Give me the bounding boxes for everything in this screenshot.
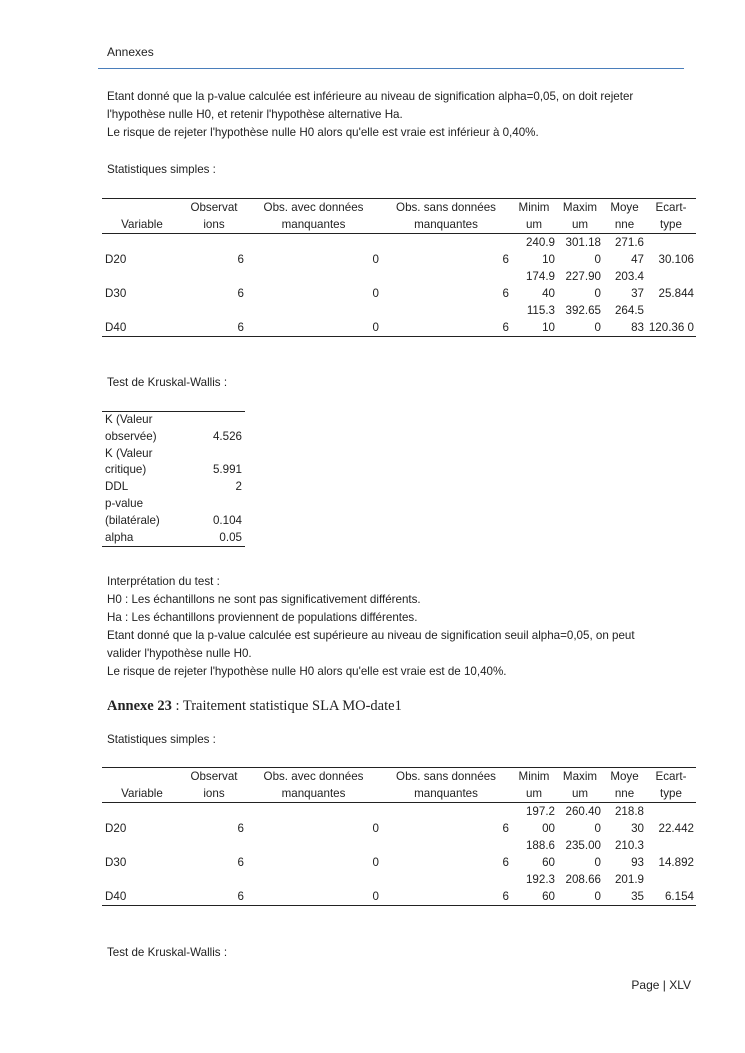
table-row bbox=[102, 446, 245, 480]
simple-stats-table bbox=[102, 198, 696, 337]
cell-variable: D30 bbox=[105, 856, 127, 869]
kw-label bbox=[102, 496, 193, 530]
kw-label: DDL bbox=[105, 480, 129, 494]
column-header: Ecart- type bbox=[655, 201, 687, 231]
cell-obs-without-missing: 6 bbox=[502, 321, 509, 334]
cell-min: 197.2 00 bbox=[525, 805, 555, 835]
kw-value: 0.104 bbox=[212, 513, 242, 527]
interpretation-heading: Interprétation du test : bbox=[107, 575, 220, 588]
table-header-row bbox=[102, 199, 696, 234]
text-line: Le risque de rejeter l'hypothèse nulle H0 alors qu'elle est vraie est inférieur à 0,40%. bbox=[107, 126, 539, 139]
cell-obs-missing: 0 bbox=[372, 287, 379, 300]
table-row bbox=[102, 234, 696, 269]
cell-obs: 6 bbox=[237, 890, 244, 903]
ha-statement: Ha : Les échantillons proviennent de populations différentes. bbox=[107, 611, 418, 624]
column-header: Maxim um bbox=[562, 770, 598, 800]
table-header-row bbox=[102, 768, 696, 803]
cell-mean: 218.8 30 bbox=[614, 805, 644, 835]
table-row bbox=[102, 530, 245, 547]
conclusion-paragraph bbox=[107, 88, 697, 142]
cell-mean: 264.5 83 bbox=[614, 304, 644, 334]
table-row bbox=[102, 837, 696, 871]
cell-sd: 14.892 bbox=[658, 856, 694, 869]
cell-obs-missing: 0 bbox=[372, 253, 379, 266]
cell-obs: 6 bbox=[237, 253, 244, 266]
column-header: Ecart- type bbox=[655, 770, 687, 800]
column-header: Obs. avec données manquantes bbox=[263, 770, 364, 800]
cell-min: 192.3 60 bbox=[525, 873, 555, 903]
annex-subtitle: : Traitement statistique SLA MO-date1 bbox=[171, 698, 402, 714]
kw-label-line: p-value bbox=[105, 496, 144, 510]
text-line: Etant donné que la p-value calculée est supérieure au niveau de signification seuil alpha=0,05, on peut bbox=[107, 629, 635, 642]
cell-max: 235.00 0 bbox=[565, 839, 601, 869]
cell-sd: 25.844 bbox=[658, 287, 694, 300]
column-header: Obs. sans données manquantes bbox=[396, 770, 496, 800]
risk-statement: Le risque de rejeter l'hypothèse nulle H0 alors qu'elle est vraie est de 10,40%. bbox=[107, 665, 507, 678]
kw-label: alpha bbox=[105, 530, 134, 544]
stats-heading: Statistiques simples : bbox=[107, 163, 216, 176]
column-header: Observat ions bbox=[190, 201, 238, 231]
text-line: valider l'hypothèse nulle H0. bbox=[107, 647, 252, 660]
kw-value: 0.05 bbox=[219, 530, 242, 544]
annex-title bbox=[107, 698, 402, 715]
column-header: Minim um bbox=[518, 770, 550, 800]
cell-min: 174.9 40 bbox=[525, 270, 555, 300]
cell-max: 208.66 0 bbox=[565, 873, 601, 903]
cell-variable: D20 bbox=[105, 822, 127, 835]
column-header: Moye nne bbox=[610, 770, 639, 800]
cell-obs-without-missing: 6 bbox=[502, 253, 509, 266]
cell-obs-missing: 0 bbox=[372, 890, 379, 903]
kw-value: 2 bbox=[235, 480, 242, 494]
column-header: Obs. sans données manquantes bbox=[396, 201, 496, 231]
cell-obs-without-missing: 6 bbox=[502, 856, 509, 869]
running-header: Annexes bbox=[107, 45, 154, 59]
cell-obs: 6 bbox=[237, 856, 244, 869]
cell-mean: 271.6 47 bbox=[614, 236, 644, 266]
kw-label bbox=[102, 446, 193, 480]
text-line: l'hypothèse nulle H0, et retenir l'hypothèse alternative Ha. bbox=[107, 108, 403, 121]
kw-label-line: (bilatérale) bbox=[105, 513, 160, 527]
kruskal-wallis-heading: Test de Kruskal-Wallis : bbox=[107, 376, 228, 389]
cell-variable: D40 bbox=[105, 890, 127, 903]
cell-max: 301.18 0 bbox=[565, 236, 601, 266]
cell-obs-without-missing: 6 bbox=[502, 890, 509, 903]
kw-label-line: critique) bbox=[105, 463, 147, 477]
cell-obs-missing: 0 bbox=[372, 321, 379, 334]
kw-label bbox=[102, 412, 193, 446]
stats-heading: Statistiques simples : bbox=[107, 733, 216, 746]
interpretation-block bbox=[107, 573, 697, 681]
kruskal-wallis-table bbox=[102, 411, 245, 547]
column-header: Maxim um bbox=[562, 201, 598, 231]
table-row bbox=[102, 496, 245, 530]
cell-sd: 120.36 0 bbox=[648, 321, 694, 334]
text-line: Etant donné que la p-value calculée est inférieure au niveau de signification alpha=0,05, on doit rejeter bbox=[107, 90, 634, 103]
kw-label-line: observée) bbox=[105, 429, 157, 443]
table-row bbox=[102, 302, 696, 337]
cell-min: 240.9 10 bbox=[525, 236, 555, 266]
cell-variable: D20 bbox=[105, 253, 127, 266]
cell-max: 260.40 0 bbox=[565, 805, 601, 835]
table-row bbox=[102, 412, 245, 446]
cell-obs: 6 bbox=[237, 822, 244, 835]
kw-label-line: K (Valeur bbox=[105, 446, 153, 460]
cell-obs-missing: 0 bbox=[372, 822, 379, 835]
cell-mean: 210.3 93 bbox=[614, 839, 644, 869]
table-row bbox=[102, 268, 696, 302]
column-header: Observat ions bbox=[190, 770, 238, 800]
cell-min: 188.6 60 bbox=[525, 839, 555, 869]
cell-mean: 201.9 35 bbox=[614, 873, 644, 903]
cell-min: 115.3 10 bbox=[526, 304, 555, 334]
cell-obs-without-missing: 6 bbox=[502, 822, 509, 835]
column-header: Moye nne bbox=[610, 201, 639, 231]
column-header: Variable bbox=[121, 218, 163, 231]
simple-stats-table bbox=[102, 767, 696, 906]
cell-max: 227.90 0 bbox=[565, 270, 601, 300]
page-number: Page | XLV bbox=[631, 978, 691, 992]
table-row bbox=[102, 479, 245, 496]
cell-sd: 6.154 bbox=[664, 890, 694, 903]
cell-variable: D40 bbox=[105, 321, 127, 334]
kw-value: 5.991 bbox=[212, 463, 242, 477]
kruskal-wallis-heading: Test de Kruskal-Wallis : bbox=[107, 946, 228, 959]
table-row bbox=[102, 871, 696, 906]
kw-value: 4.526 bbox=[212, 429, 242, 443]
cell-obs: 6 bbox=[237, 287, 244, 300]
kw-label-line: K (Valeur bbox=[105, 413, 153, 426]
cell-sd: 30.106 bbox=[658, 253, 694, 266]
cell-obs-without-missing: 6 bbox=[502, 287, 509, 300]
cell-sd: 22.442 bbox=[658, 822, 694, 835]
table-row bbox=[102, 803, 696, 838]
column-header: Minim um bbox=[518, 201, 550, 231]
cell-variable: D30 bbox=[105, 287, 127, 300]
cell-obs-missing: 0 bbox=[372, 856, 379, 869]
header-divider bbox=[98, 68, 684, 69]
cell-max: 392.65 0 bbox=[565, 304, 601, 334]
cell-mean: 203.4 37 bbox=[614, 270, 644, 300]
column-header: Variable bbox=[121, 787, 163, 800]
column-header: Obs. avec données manquantes bbox=[263, 201, 364, 231]
annex-number: Annexe 23 bbox=[107, 698, 172, 714]
cell-obs: 6 bbox=[237, 321, 244, 334]
h0-statement: H0 : Les échantillons ne sont pas significativement différents. bbox=[107, 593, 421, 606]
